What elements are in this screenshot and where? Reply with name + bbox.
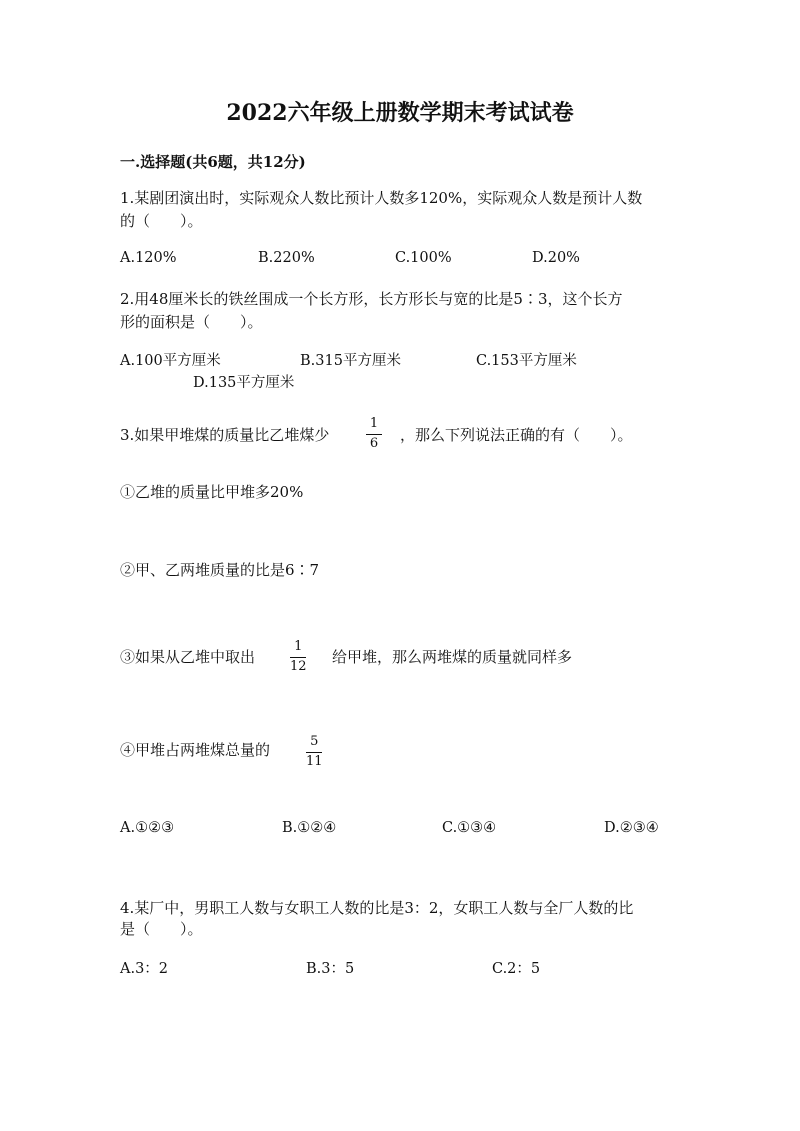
- fraction-denominator: 12: [290, 659, 307, 674]
- q3-statement-2: ②甲、乙两堆质量的比是6∶7: [120, 561, 320, 579]
- fraction-numerator: 5: [310, 734, 319, 749]
- fraction-numerator: 1: [294, 639, 303, 654]
- q2-option-d: D.135平方厘米: [193, 375, 295, 391]
- question-4-line-2: 是（ ）。: [120, 920, 203, 938]
- q3-option-a: A.①②③: [120, 820, 175, 836]
- fraction-bar: [366, 434, 382, 435]
- question-3-stem-before: 3.如果甲堆煤的质量比乙堆煤少: [120, 426, 330, 444]
- q4-option-c: C.2：5: [492, 961, 541, 977]
- q3-statement-4: ④甲堆占两堆煤总量的: [120, 741, 271, 759]
- section-header: 一.选择题(共6题，共12分): [120, 153, 306, 171]
- q3-stem-fraction: [366, 417, 382, 451]
- question-4-line-1: 4.某厂中，男职工人数与女职工人数的比是3：2，女职工人数与全厂人数的比: [120, 899, 634, 917]
- question-2-line-2: 形的面积是（ ）。: [120, 313, 263, 331]
- fraction-numerator: 1: [369, 416, 379, 431]
- q1-option-b: B.220%: [258, 250, 315, 266]
- page-title: 2022六年级上册数学期末考试试卷: [226, 100, 574, 126]
- q2-option-b: B.315平方厘米: [300, 353, 401, 369]
- q4-option-b: B.3：5: [306, 961, 355, 977]
- q1-option-d: D.20%: [532, 250, 580, 266]
- q3-statement-3-fraction: [290, 640, 307, 674]
- question-1-line-1: 1.某剧团演出时，实际观众人数比预计人数多120%，实际观众人数是预计人数: [120, 189, 643, 207]
- q3-option-c: C.①③④: [442, 820, 497, 836]
- fraction-denominator: 6: [369, 436, 379, 451]
- q1-option-c: C.100%: [395, 250, 452, 266]
- fraction-bar: [306, 752, 322, 753]
- q3-statement-3-after: 给甲堆，那么两堆煤的质量就同样多: [332, 648, 573, 666]
- question-1-line-2: 的（ ）。: [120, 212, 203, 230]
- q2-option-c: C.153平方厘米: [476, 353, 577, 369]
- fraction-denominator: 11: [306, 754, 323, 769]
- q4-option-a: A.3：2: [120, 961, 169, 977]
- question-2-line-1: 2.用48厘米长的铁丝围成一个长方形，长方形长与宽的比是5∶3，这个长方: [120, 290, 623, 308]
- q3-statement-4-fraction: [306, 735, 323, 769]
- q3-statement-1: ①乙堆的质量比甲堆多20%: [120, 483, 304, 501]
- q3-option-b: B.①②④: [282, 820, 337, 836]
- fraction-bar: [290, 657, 306, 658]
- q2-option-a: A.100平方厘米: [120, 353, 221, 369]
- q1-option-a: A.120%: [120, 250, 177, 266]
- question-3-stem-after: ，那么下列说法正确的有（ ）。: [400, 426, 633, 444]
- q3-option-d: D.②③④: [604, 820, 659, 836]
- q3-statement-3-before: ③如果从乙堆中取出: [120, 648, 256, 666]
